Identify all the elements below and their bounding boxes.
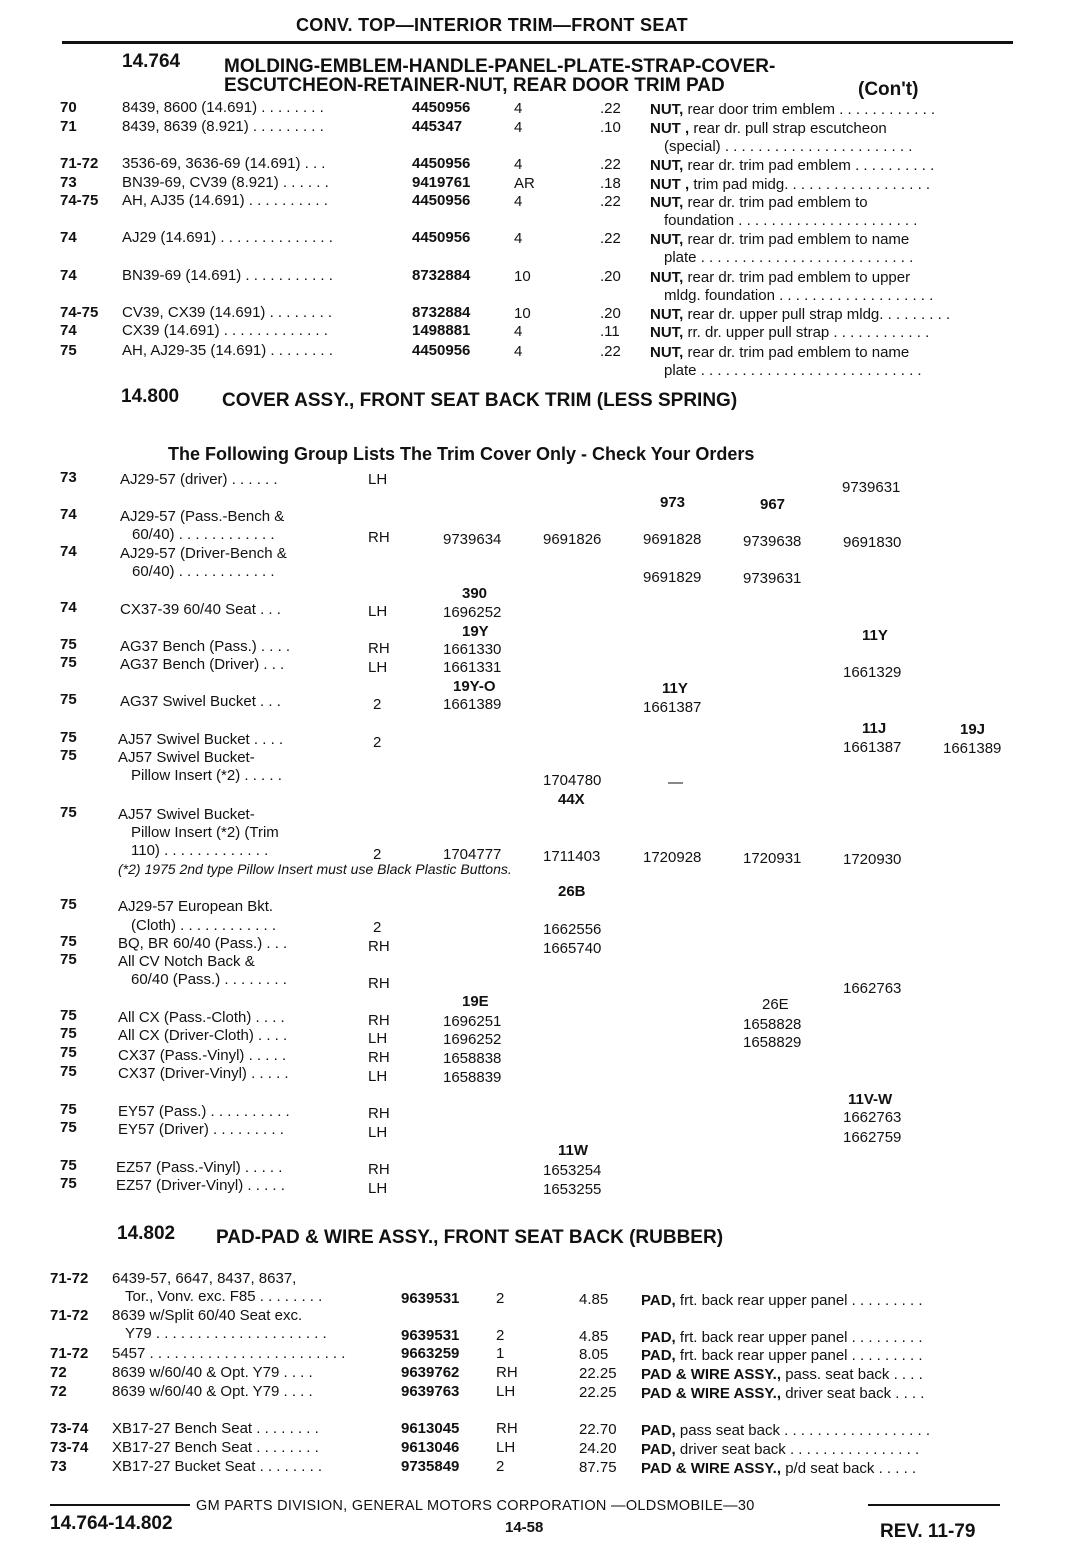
row-description: PAD, frt. back rear upper panel . . . . . . . . .: [641, 1347, 923, 1364]
model-description: AJ57 Swivel Bucket-: [118, 749, 255, 766]
row-year: 75: [60, 933, 77, 950]
row-models: BN39-69 (14.691) . . . . . . . . . . .: [122, 267, 333, 284]
row-models: 8439, 8639 (8.921) . . . . . . . . .: [122, 118, 324, 135]
row-quantity: 10: [514, 305, 531, 322]
row-description: PAD & WIRE ASSY., p/d seat back . . . . .: [641, 1460, 917, 1477]
part-number: 1658838: [443, 1050, 502, 1067]
row-year: 74: [60, 543, 77, 560]
row-year: 74-75: [60, 304, 99, 321]
part-number: 1661330: [443, 641, 502, 658]
row-year: 71: [60, 118, 77, 135]
row-description-cont: foundation . . . . . . . . . . . . . . . . . . . . . .: [664, 212, 918, 229]
part-number: 9691830: [843, 534, 902, 551]
row-part-number: 4450956: [412, 155, 471, 172]
row-year: 74: [60, 229, 77, 246]
row-year: 71-72: [50, 1345, 89, 1362]
row-description: NUT, rear door trim emblem . . . . . . . . . . . .: [650, 101, 936, 118]
row-price: .22: [600, 156, 621, 173]
row-year: 73-74: [50, 1439, 89, 1456]
side-qty: RH: [368, 529, 390, 546]
trim-code: 19Y-O: [453, 678, 496, 695]
row-models: 8439, 8600 (14.691) . . . . . . . .: [122, 99, 324, 116]
row-price: .11: [600, 323, 620, 340]
row-quantity: 2: [496, 1458, 505, 1475]
trim-code: 11J: [862, 720, 887, 737]
side-qty: LH: [368, 659, 388, 676]
model-description: EZ57 (Driver-Vinyl) . . . . .: [116, 1177, 285, 1194]
part-number: 1720930: [843, 851, 902, 868]
row-price: .18: [600, 175, 621, 192]
side-qty: RH: [368, 1161, 390, 1178]
row-part-number: 8732884: [412, 267, 471, 284]
model-description: 60/40) . . . . . . . . . . . .: [132, 563, 275, 580]
row-year: 74: [60, 506, 77, 523]
row-description: PAD, frt. back rear upper panel . . . . . . . . .: [641, 1329, 923, 1346]
section-14764-cont: (Con't): [858, 79, 919, 100]
row-year: 70: [60, 99, 77, 116]
model-description: AJ29-57 European Bkt.: [118, 898, 274, 915]
model-description: CX37-39 60/40 Seat . . .: [120, 601, 281, 618]
row-part-number: 9639531: [401, 1290, 460, 1307]
row-year: 74-75: [60, 192, 99, 209]
row-models: 5457 . . . . . . . . . . . . . . . . . . . . . . . .: [112, 1345, 346, 1362]
model-description: All CV Notch Back &: [118, 953, 255, 970]
row-description: NUT, rear dr. upper pull strap mldg. . . . . . . . .: [650, 306, 951, 323]
row-part-number: 4450956: [412, 342, 471, 359]
row-quantity: RH: [496, 1364, 518, 1381]
row-part-number: 9613046: [401, 1439, 460, 1456]
row-models: BN39-69, CV39 (8.921) . . . . . .: [122, 174, 329, 191]
model-description: EY57 (Pass.) . . . . . . . . . .: [118, 1103, 290, 1120]
footer-range: 14.764-14.802: [50, 1513, 173, 1534]
header-rule: [62, 41, 1013, 44]
trim-code: 11V-W: [848, 1091, 893, 1108]
row-models: 3536-69, 3636-69 (14.691) . . .: [122, 155, 326, 172]
trim-code: 11W: [558, 1142, 589, 1159]
part-number: 9739638: [743, 533, 802, 550]
row-year: 73: [50, 1458, 67, 1475]
row-year: 75: [60, 747, 77, 764]
part-number: 9739631: [743, 570, 802, 587]
part-number: 1696251: [443, 1013, 502, 1030]
row-part-number: 1498881: [412, 322, 471, 339]
row-part-number: 445347: [412, 118, 463, 135]
row-description: PAD, driver seat back . . . . . . . . . . . . . . . .: [641, 1441, 920, 1458]
row-part-number: 8732884: [412, 304, 471, 321]
model-description: All CX (Driver-Cloth) . . . .: [118, 1027, 288, 1044]
row-quantity: 4: [514, 193, 523, 210]
row-part-number: 9639531: [401, 1327, 460, 1344]
row-part-number: 9663259: [401, 1345, 460, 1362]
model-description: All CX (Pass.-Cloth) . . . .: [118, 1009, 285, 1026]
row-year: 71-72: [50, 1307, 89, 1324]
trim-code: 973: [660, 494, 686, 511]
row-quantity: 4: [514, 100, 523, 117]
trim-code: 967: [760, 496, 786, 513]
row-models: AH, AJ35 (14.691) . . . . . . . . . .: [122, 192, 328, 209]
row-models-cont: Y79 . . . . . . . . . . . . . . . . . . . . .: [125, 1325, 327, 1342]
row-year: 72: [50, 1364, 67, 1381]
row-year: 75: [60, 1175, 77, 1192]
row-year: 75: [60, 1063, 77, 1080]
row-year: 75: [60, 1119, 77, 1136]
page-header-title: CONV. TOP—INTERIOR TRIM—FRONT SEAT: [296, 15, 688, 35]
part-number: 1661387: [843, 739, 902, 756]
model-description: AJ29-57 (driver) . . . . . .: [120, 471, 278, 488]
part-number: 1658839: [443, 1069, 502, 1086]
trim-code: 19J: [960, 721, 986, 738]
part-number: 1661331: [443, 659, 502, 676]
row-models: CX39 (14.691) . . . . . . . . . . . . .: [122, 322, 328, 339]
row-part-number: 4450956: [412, 229, 471, 246]
row-quantity: 4: [514, 119, 523, 136]
row-price: 22.70: [579, 1421, 617, 1438]
row-year: 74: [60, 322, 77, 339]
row-quantity: LH: [496, 1439, 516, 1456]
row-description-cont: (special) . . . . . . . . . . . . . . . . . . . . . . .: [664, 138, 913, 155]
part-number: 1662763: [843, 980, 902, 997]
part-number: 1661387: [643, 699, 702, 716]
part-number: 1658829: [743, 1034, 802, 1051]
part-number: 1661389: [943, 740, 1002, 757]
side-qty: LH: [368, 1124, 388, 1141]
part-number: 1661329: [843, 664, 902, 681]
row-description: PAD, frt. back rear upper panel . . . . . . . . .: [641, 1292, 923, 1309]
footer-rule-left: [50, 1504, 190, 1506]
row-quantity: 4: [514, 156, 523, 173]
part-number: 1658828: [743, 1016, 802, 1033]
part-number: 1665740: [543, 940, 602, 957]
row-part-number: 9735849: [401, 1458, 460, 1475]
row-description: NUT, rear dr. trim pad emblem to: [650, 194, 868, 211]
model-description: AJ57 Swivel Bucket . . . .: [118, 731, 284, 748]
row-description: NUT, rr. dr. upper pull strap . . . . . . . . . . . .: [650, 324, 930, 341]
side-qty: 2: [373, 734, 382, 751]
row-price: .10: [600, 119, 621, 136]
row-description-cont: plate . . . . . . . . . . . . . . . . . . . . . . . . . . .: [664, 362, 922, 379]
row-models: XB17-27 Bench Seat . . . . . . . .: [112, 1420, 319, 1437]
row-description: NUT , rear dr. pull strap escutcheon: [650, 120, 887, 137]
row-year: 75: [60, 896, 77, 913]
row-part-number: 4450956: [412, 99, 471, 116]
row-part-number: 4450956: [412, 192, 471, 209]
row-price: 22.25: [579, 1365, 617, 1382]
row-year: 73: [60, 469, 77, 486]
row-year: 75: [60, 654, 77, 671]
row-models: 6439-57, 6647, 8437, 8637,: [112, 1270, 297, 1287]
row-part-number: 9419761: [412, 174, 471, 191]
side-qty: LH: [368, 471, 388, 488]
row-year: 75: [60, 342, 77, 359]
part-number: 1653254: [543, 1162, 602, 1179]
row-description: NUT, rear dr. trim pad emblem . . . . . . . . . .: [650, 157, 935, 174]
model-description: CX37 (Pass.-Vinyl) . . . . .: [118, 1047, 287, 1064]
part-number: 1662763: [843, 1109, 902, 1126]
row-price: 4.85: [579, 1328, 609, 1345]
part-number: 1720931: [743, 850, 802, 867]
model-description: BQ, BR 60/40 (Pass.) . . .: [118, 935, 288, 952]
model-description: AG37 Swivel Bucket . . .: [120, 693, 281, 710]
part-number: 1661389: [443, 696, 502, 713]
row-description: NUT, rear dr. trim pad emblem to name: [650, 231, 910, 248]
side-qty: RH: [368, 1012, 390, 1029]
footer-revision: REV. 11-79: [880, 1521, 976, 1542]
model-description: (Cloth) . . . . . . . . . . . .: [131, 917, 277, 934]
row-year: 71-72: [60, 155, 99, 172]
row-models: AH, AJ29-35 (14.691) . . . . . . . .: [122, 342, 333, 359]
row-models: AJ29 (14.691) . . . . . . . . . . . . . .: [122, 229, 333, 246]
row-models: CV39, CX39 (14.691) . . . . . . . .: [122, 304, 333, 321]
footnote: (*2) 1975 2nd type Pillow Insert must use Black Plastic Buttons.: [118, 861, 512, 877]
part-number: 1662759: [843, 1129, 902, 1146]
model-description: AG37 Bench (Driver) . . .: [120, 656, 285, 673]
row-price: .22: [600, 193, 621, 210]
footer-rule-right: [868, 1504, 1000, 1506]
section-14802-title: PAD-PAD & WIRE ASSY., FRONT SEAT BACK (RUBBER): [216, 1227, 724, 1248]
row-models-cont: Tor., Vonv. exc. F85 . . . . . . . .: [125, 1288, 323, 1305]
row-price: 24.20: [579, 1440, 617, 1457]
section-14764-number: 14.764: [122, 51, 181, 72]
model-description: Pillow Insert (*2) (Trim: [131, 824, 279, 841]
section-14800-subtitle: The Following Group Lists The Trim Cover Only - Check Your Orders: [168, 444, 755, 464]
section-14764-title-line1: MOLDING-EMBLEM-HANDLE-PANEL-PLATE-STRAP-COVER-: [224, 56, 776, 77]
part-number: 9691829: [643, 569, 702, 586]
row-description: NUT, rear dr. trim pad emblem to upper: [650, 269, 911, 286]
row-quantity: 10: [514, 268, 531, 285]
model-description: AJ57 Swivel Bucket-: [118, 806, 255, 823]
part-number: 1720928: [643, 849, 702, 866]
part-number: 9739634: [443, 531, 502, 548]
row-description-cont: plate . . . . . . . . . . . . . . . . . . . . . . . . . .: [664, 249, 914, 266]
row-year: 75: [60, 1044, 77, 1061]
row-part-number: 9613045: [401, 1420, 460, 1437]
row-models: 8639 w/60/40 & Opt. Y79 . . . .: [112, 1383, 313, 1400]
row-year: 75: [60, 1157, 77, 1174]
footer-page-number: 14-58: [505, 1519, 544, 1536]
row-quantity: 2: [496, 1327, 505, 1344]
row-year: 73: [60, 174, 77, 191]
row-description-cont: mldg. foundation . . . . . . . . . . . . . . . . . . .: [664, 287, 934, 304]
side-qty: RH: [368, 1105, 390, 1122]
part-number: 1696252: [443, 1031, 502, 1048]
model-description: AJ29-57 (Pass.-Bench &: [120, 508, 285, 525]
model-description: CX37 (Driver-Vinyl) . . . . .: [118, 1065, 289, 1082]
part-number: 1696252: [443, 604, 502, 621]
row-year: 72: [50, 1383, 67, 1400]
row-year: 75: [60, 691, 77, 708]
row-year: 75: [60, 1007, 77, 1024]
model-description: 60/40) . . . . . . . . . . . .: [132, 526, 275, 543]
trim-code: 26B: [558, 883, 586, 900]
model-description: 26E: [762, 996, 789, 1013]
side-qty: 2: [373, 846, 382, 863]
row-year: 75: [60, 1101, 77, 1118]
section-14764-title-line2: ESCUTCHEON-RETAINER-NUT, REAR DOOR TRIM PAD: [224, 75, 725, 96]
row-year: 74: [60, 599, 77, 616]
side-qty: LH: [368, 1180, 388, 1197]
row-models: 8639 w/Split 60/40 Seat exc.: [112, 1307, 303, 1324]
trim-code: 19Y: [462, 623, 489, 640]
trim-code: 44X: [558, 791, 585, 808]
row-models: XB17-27 Bucket Seat . . . . . . . .: [112, 1458, 323, 1475]
model-description: 110) . . . . . . . . . . . . .: [131, 842, 269, 859]
side-qty: RH: [368, 975, 390, 992]
row-description: NUT, rear dr. trim pad emblem to name: [650, 344, 910, 361]
trim-code: 11Y: [862, 627, 888, 644]
model-description: EZ57 (Pass.-Vinyl) . . . . .: [116, 1159, 283, 1176]
row-price: 8.05: [579, 1346, 609, 1363]
model-description: Pillow Insert (*2) . . . . .: [131, 767, 282, 784]
side-qty: LH: [368, 1030, 388, 1047]
part-number: 1704777: [443, 846, 502, 863]
row-price: .22: [600, 343, 621, 360]
trim-code: 11Y: [662, 680, 688, 697]
side-qty: 2: [373, 696, 382, 713]
row-quantity: 4: [514, 230, 523, 247]
side-qty: RH: [368, 938, 390, 955]
row-price: 87.75: [579, 1459, 617, 1476]
row-quantity: RH: [496, 1420, 518, 1437]
row-quantity: 2: [496, 1290, 505, 1307]
row-description: PAD & WIRE ASSY., driver seat back . . . .: [641, 1385, 925, 1402]
row-description: NUT , trim pad midg. . . . . . . . . . . . . . . . . .: [650, 176, 931, 193]
model-description: AG37 Bench (Pass.) . . . .: [120, 638, 291, 655]
row-year: 75: [60, 636, 77, 653]
side-qty: LH: [368, 1068, 388, 1085]
row-year: 75: [60, 804, 77, 821]
part-number: 1662556: [543, 921, 602, 938]
row-description: PAD & WIRE ASSY., pass. seat back . . . .: [641, 1366, 923, 1383]
part-number: 1704780: [543, 772, 602, 789]
row-year: 75: [60, 951, 77, 968]
footer-corporation: GM PARTS DIVISION, GENERAL MOTORS CORPORATION —OLDSMOBILE—30: [196, 1498, 755, 1514]
row-quantity: 4: [514, 323, 523, 340]
side-qty: RH: [368, 640, 390, 657]
row-price: .22: [600, 230, 621, 247]
row-quantity: AR: [514, 175, 535, 192]
row-year: 75: [60, 1025, 77, 1042]
row-year: 71-72: [50, 1270, 89, 1287]
row-price: .22: [600, 100, 621, 117]
part-number: 1653255: [543, 1181, 602, 1198]
row-part-number: 9639762: [401, 1364, 460, 1381]
trim-code: 390: [462, 585, 488, 602]
trim-code: 19E: [462, 993, 489, 1010]
part-number: 1711403: [543, 848, 601, 865]
row-year: 74: [60, 267, 77, 284]
row-quantity: 4: [514, 343, 523, 360]
part-number: 9691828: [643, 531, 702, 548]
section-14800-number: 14.800: [121, 386, 180, 407]
row-year: 75: [60, 729, 77, 746]
row-year: 73-74: [50, 1420, 89, 1437]
row-quantity: LH: [496, 1383, 516, 1400]
row-models: XB17-27 Bench Seat . . . . . . . .: [112, 1439, 319, 1456]
row-price: 4.85: [579, 1291, 609, 1308]
part-number: 9739631: [842, 479, 901, 496]
section-14802-number: 14.802: [117, 1223, 176, 1244]
row-quantity: 1: [496, 1345, 505, 1362]
row-part-number: 9639763: [401, 1383, 460, 1400]
part-number: 9691826: [543, 531, 602, 548]
model-description: EY57 (Driver) . . . . . . . . .: [118, 1121, 284, 1138]
side-qty: LH: [368, 603, 388, 620]
row-price: .20: [600, 305, 621, 322]
side-qty: 2: [373, 919, 382, 936]
row-description: PAD, pass seat back . . . . . . . . . . . . . . . . . .: [641, 1422, 930, 1439]
model-description: AJ29-57 (Driver-Bench &: [120, 545, 287, 562]
model-description: —: [668, 774, 683, 791]
section-14800-title: COVER ASSY., FRONT SEAT BACK TRIM (LESS SPRING): [222, 390, 738, 411]
row-models: 8639 w/60/40 & Opt. Y79 . . . .: [112, 1364, 313, 1381]
row-price: .20: [600, 268, 621, 285]
row-price: 22.25: [579, 1384, 617, 1401]
side-qty: RH: [368, 1049, 390, 1066]
model-description: 60/40 (Pass.) . . . . . . . .: [131, 971, 287, 988]
